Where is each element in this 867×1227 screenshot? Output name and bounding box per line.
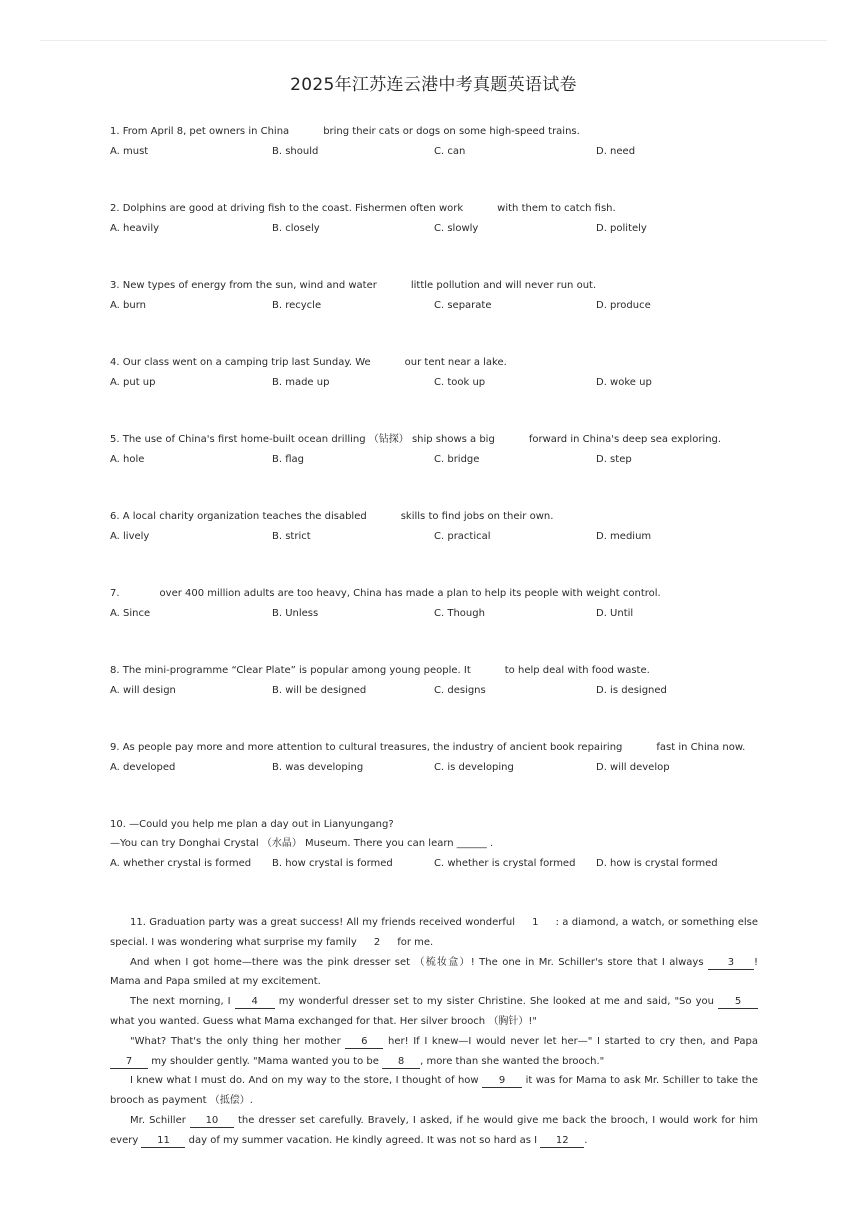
question-stem: 4. Our class went on a camping trip last Sunday. We our tent near a lake.	[110, 357, 507, 368]
blank-11[interactable]: 11	[141, 1135, 185, 1148]
option-a[interactable]: A. will design	[110, 685, 176, 696]
question-stem: 9. As people pay more and more attention to cultural treasures, the industry of ancient book repairing fast in China now.	[110, 742, 746, 753]
blank-12[interactable]: 12	[540, 1135, 584, 1148]
option-a[interactable]: A. lively	[110, 531, 150, 542]
options-row	[110, 376, 770, 390]
question-1	[110, 125, 770, 159]
options-row	[110, 453, 770, 467]
cloze-passage	[110, 913, 758, 1151]
option-d[interactable]: D. medium	[596, 531, 652, 542]
page-title: 2025年江苏连云港中考真题英语试卷	[290, 75, 577, 95]
option-d[interactable]: D. Until	[596, 608, 634, 619]
option-a[interactable]: A. heavily	[110, 223, 160, 234]
question-stem: 5. The use of China's first home-built ocean drilling （钻探） ship shows a big forward in China's deep sea exploring.	[110, 434, 722, 445]
options-row	[110, 607, 770, 621]
blank-6[interactable]: 6	[345, 1036, 383, 1049]
option-b[interactable]: B. strict	[272, 531, 311, 542]
question-stem: 6. A local charity organization teaches the disabled skills to find jobs on their own.	[110, 511, 554, 522]
blank-2[interactable]: 2	[373, 936, 381, 948]
option-a[interactable]: A. whether crystal is formed	[110, 858, 252, 869]
options-row	[110, 530, 770, 544]
question-stem: 10. —Could you help me plan a day out in Lianyungang?	[110, 819, 394, 830]
option-d[interactable]: D. will develop	[596, 762, 670, 773]
blank-9[interactable]: 9	[482, 1075, 522, 1088]
question-6	[110, 510, 770, 544]
question-stem: 8. The mini-programme “Clear Plate” is popular among young people. It to help deal with food waste.	[110, 665, 650, 676]
passage-paragraph: The next morning, I 4 my wonderful dresser set to my sister Christine. She looked at me and said, "So you 5 what you wanted. Guess what Mama exchanged for that. Her silver brooch （胸针）!"	[110, 992, 758, 1032]
passage-paragraph: "What? That's the only thing her mother 6 her! If I knew—I would never let her—" I started to cry then, and Papa 7 my shoulder gently. "Mama wanted you to be 8 , more than she wanted the brooch."	[110, 1032, 758, 1072]
blank-8[interactable]: 8	[382, 1056, 420, 1069]
option-c[interactable]: C. Though	[434, 608, 485, 619]
options-row	[110, 299, 770, 313]
blank-3[interactable]: 3	[708, 957, 754, 970]
question-4	[110, 356, 770, 390]
blank-4[interactable]: 4	[235, 996, 275, 1009]
option-a[interactable]: A. developed	[110, 762, 176, 773]
option-d[interactable]: D. politely	[596, 223, 647, 234]
option-c[interactable]: C. practical	[434, 531, 491, 542]
question-stem: 2. Dolphins are good at driving fish to the coast. Fishermen often work with them to catch fish.	[110, 203, 616, 214]
option-d[interactable]: D. how is crystal formed	[596, 858, 718, 869]
option-a[interactable]: A. must	[110, 146, 149, 157]
question-stem: 1. From April 8, pet owners in China bring their cats or dogs on some high-speed trains.	[110, 126, 580, 137]
question-3	[110, 279, 770, 313]
option-b[interactable]: B. flag	[272, 454, 304, 465]
blank-5[interactable]: 5	[718, 996, 758, 1009]
question-response: —You can try Donghai Crystal （水晶） Museum. There you can learn ______ .	[110, 838, 494, 849]
passage-paragraph: And when I got home—there was the pink dresser set （梳妆盒）! The one in Mr. Schiller's store that I always 3 ! Mama and Papa smiled at my excitement.	[110, 956, 758, 988]
question-10	[110, 818, 770, 871]
option-d[interactable]: D. step	[596, 454, 632, 465]
option-c[interactable]: C. is developing	[434, 762, 514, 773]
question-stem: 7. over 400 million adults are too heavy, China has made a plan to help its people with weight control.	[110, 588, 661, 599]
options-row	[110, 684, 770, 698]
blank-10[interactable]: 10	[190, 1115, 234, 1128]
option-b[interactable]: B. recycle	[272, 300, 322, 311]
option-c[interactable]: C. designs	[434, 685, 486, 696]
option-d[interactable]: D. produce	[596, 300, 651, 311]
option-d[interactable]: D. woke up	[596, 377, 652, 388]
question-9	[110, 741, 770, 775]
option-c[interactable]: C. can	[434, 146, 466, 157]
options-row	[110, 222, 770, 236]
option-c[interactable]: C. whether is crystal formed	[434, 858, 576, 869]
question-5	[110, 433, 770, 467]
option-c[interactable]: C. separate	[434, 300, 492, 311]
options-row	[110, 145, 770, 159]
option-b[interactable]: B. should	[272, 146, 319, 157]
passage-paragraph: I knew what I must do. And on my way to the store, I thought of how 9 it was for Mama to ask Mr. Schiller to take the brooch as payment （抵偿）.	[110, 1075, 758, 1107]
option-c[interactable]: C. slowly	[434, 223, 479, 234]
option-c[interactable]: C. took up	[434, 377, 486, 388]
option-a[interactable]: A. hole	[110, 454, 145, 465]
option-b[interactable]: B. Unless	[272, 608, 319, 619]
page-top-rule	[40, 40, 827, 41]
options-row	[110, 857, 770, 871]
question-2	[110, 202, 770, 236]
passage-paragraph: 11. Graduation party was a great success! All my friends received wonderful 1 : a diamond, a watch, or something else special. I was wondering what surprise my family 2 for me.	[110, 917, 758, 948]
option-b[interactable]: B. closely	[272, 223, 320, 234]
passage-paragraph: Mr. Schiller 10 the dresser set carefully. Bravely, I asked, if he would give me back the brooch, I would work for him every 11 day of my summer vacation. He kindly agreed. It was not so hard as I 12 .	[110, 1114, 759, 1146]
option-b[interactable]: B. made up	[272, 377, 330, 388]
option-d[interactable]: D. need	[596, 146, 636, 157]
question-7	[110, 587, 770, 621]
option-a[interactable]: A. Since	[110, 608, 151, 619]
option-d[interactable]: D. is designed	[596, 685, 667, 696]
option-a[interactable]: A. put up	[110, 377, 156, 388]
option-a[interactable]: A. burn	[110, 300, 146, 311]
blank-1[interactable]: 1	[532, 917, 539, 928]
question-8	[110, 664, 770, 698]
question-stem: 3. New types of energy from the sun, wind and water little pollution and will never run out.	[110, 280, 597, 291]
option-b[interactable]: B. how crystal is formed	[272, 858, 393, 869]
options-row	[110, 761, 770, 775]
option-b[interactable]: B. was developing	[272, 762, 364, 773]
blank-7[interactable]: 7	[110, 1056, 148, 1069]
option-c[interactable]: C. bridge	[434, 454, 480, 465]
option-b[interactable]: B. will be designed	[272, 685, 367, 696]
